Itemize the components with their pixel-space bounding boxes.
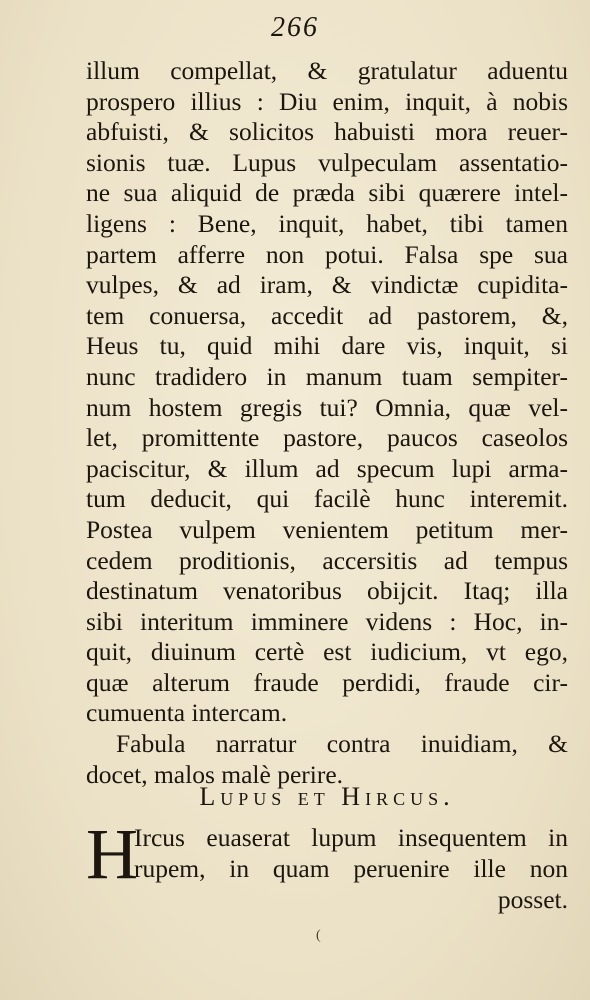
fable-body — [86, 56, 568, 790]
text-line: illum compellat, & gratulatur aduentu — [86, 56, 568, 85]
stray-mark: ( — [316, 928, 321, 943]
fable-body-2 — [86, 814, 568, 915]
text-line: num hostem gregis tui? Omnia, quæ vel- — [86, 392, 568, 422]
moral-line: Fabula narratur contra inuidiam, & — [116, 729, 568, 759]
text-line: ne sua aliquid de præda sibi quærere intel- — [86, 178, 568, 208]
text-line: Postea vulpem venientem petitum mer- — [86, 514, 568, 544]
text-line: cumuenta intercam. — [86, 698, 288, 728]
page-number: 266 — [271, 12, 319, 43]
text-line: let, promittente pastore, paucos caseolos — [86, 423, 568, 453]
text-line: tum deducit, qui facilè hunc interemit. — [86, 484, 568, 514]
text-line: abfuisti, & solicitos habuisti mora reuer- — [86, 117, 568, 147]
moral-line: docet, malos malè perire. — [86, 759, 344, 789]
text-line: cedem proditionis, accersitis ad tempus — [86, 545, 568, 575]
text-line: posset. — [497, 885, 568, 914]
text-line: paciscitur, & illum ad specum lupi arma- — [86, 453, 568, 483]
text-line: prospero illius : Diu enim, inquit, à nobis — [86, 86, 568, 116]
text-line: Heus tu, quid mihi dare vis, inquit, si — [86, 331, 568, 361]
text-line: nunc tradidero in manum tuam sempiter- — [86, 361, 568, 391]
text-line: vulpes, & ad iram, & vindictæ cupidita- — [86, 270, 568, 300]
fable-title: Lupus et Hircus. — [199, 782, 455, 811]
text-line: quit, diuinum certè est iudicium, vt ego, — [86, 637, 568, 667]
text-line: tem conuersa, accedit ad pastorem, &, — [86, 300, 568, 330]
text-line: sionis tuæ. Lupus vulpeculam assentatio- — [86, 147, 568, 177]
text-line: Ircus euaserat lupum insequentem in — [134, 823, 568, 852]
text-line: quæ alterum fraude perdidi, fraude cir- — [86, 667, 568, 697]
text-line: rupem, in quam peruenire ille non — [134, 854, 568, 883]
text-line: sibi interitum imminere videns : Hoc, in- — [86, 606, 568, 636]
drop-cap: H — [86, 814, 138, 894]
text-line: partem afferre non potui. Falsa spe sua — [86, 239, 568, 269]
text-line: destinatum venatoribus obijcit. Itaq; illa — [86, 576, 568, 606]
text-line: ligens : Bene, inquit, habet, tibi tamen — [86, 208, 568, 238]
